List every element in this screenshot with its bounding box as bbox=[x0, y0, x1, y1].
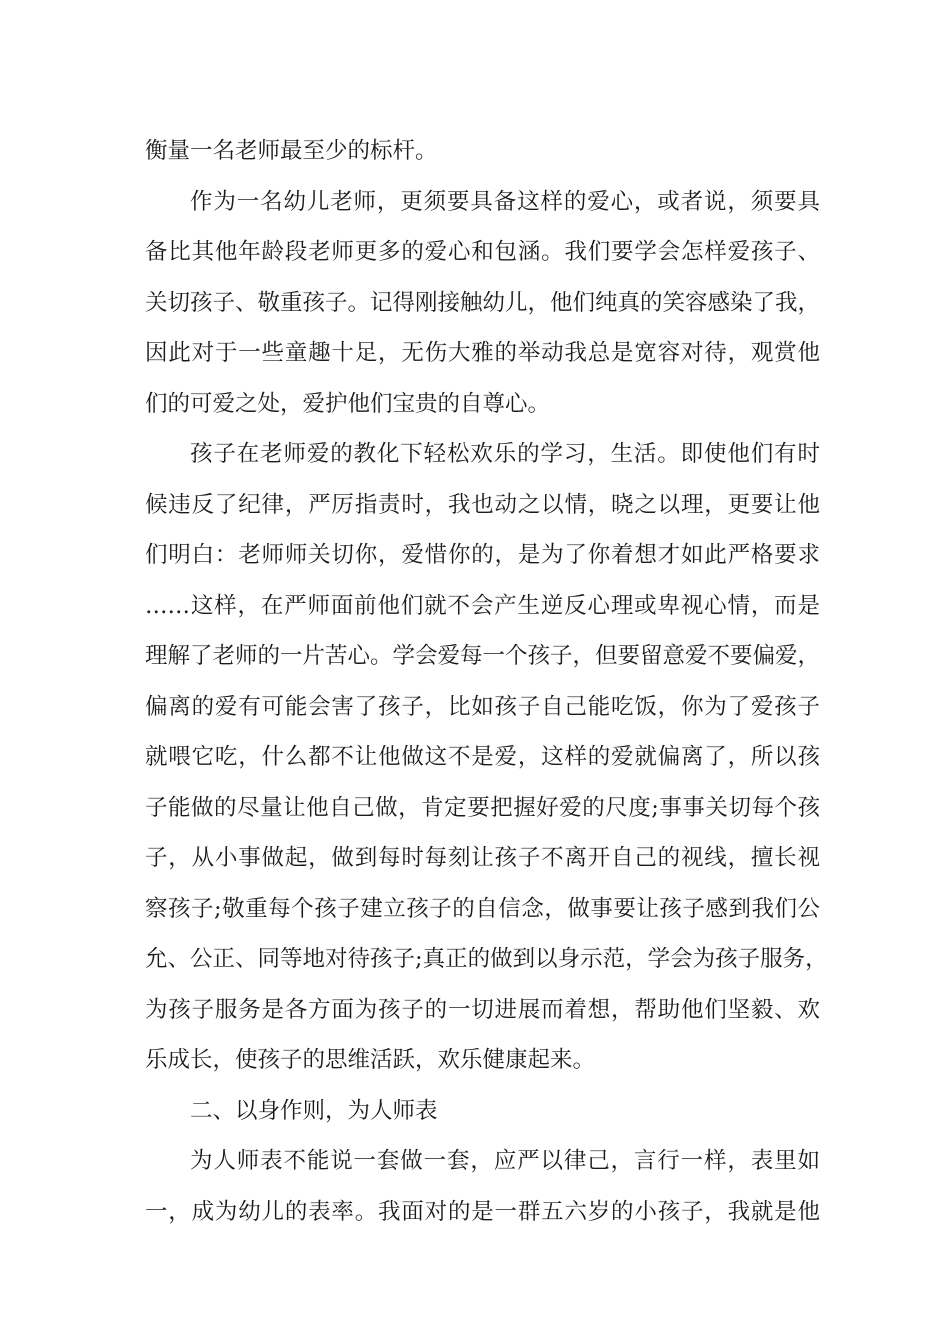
text-line: 因此对于一些童趣十足，无伤大雅的举动我总是宽容对待，观赏他 bbox=[145, 340, 820, 366]
text-line: 们明白：老师师关切你，爱惜你的，是为了你着想才如此严格要求 bbox=[145, 542, 820, 568]
text-line: 备比其他年龄段老师更多的爱心和包涵。我们要学会怎样爱孩子、 bbox=[145, 239, 820, 265]
text-line: 们的可爱之处，爱护他们宝贵的自尊心。 bbox=[145, 390, 551, 417]
text-line: 关切孩子、敬重孩子。记得刚接触幼儿，他们纯真的笑容感染了我， bbox=[145, 289, 821, 316]
text-line: 子能做的尽量让他自己做，肯定要把握好爱的尺度;事事关切每个孩 bbox=[145, 794, 820, 821]
text-line: 孩子在老师爱的教化下轻松欢乐的学习，生活。即使他们有时 bbox=[190, 441, 820, 467]
text-line: 一，成为幼儿的表率。我面对的是一群五六岁的小孩子，我就是他 bbox=[145, 1198, 820, 1225]
text-line: 候违反了纪律，严厉指责时，我也动之以情，晓之以理，更要让他 bbox=[145, 491, 820, 518]
text-line: 衡量一名老师最至少的标杆。 bbox=[145, 138, 438, 164]
text-line: 乐成长，使孩子的思维活跃，欢乐健康起来。 bbox=[145, 1047, 596, 1073]
text-line: 就喂它吃，什么都不让他做这不是爱，这样的爱就偏离了，所以孩 bbox=[145, 744, 820, 770]
text-line: 为人师表不能说一套做一套，应严以律己，言行一样，表里如 bbox=[190, 1148, 820, 1174]
text-line: 察孩子;敬重每个孩子建立孩子的自信念，做事要让孩子感到我们公 bbox=[145, 895, 820, 922]
text-line: 作为一名幼儿老师，更须要具备这样的爱心，或者说，须要具 bbox=[190, 188, 820, 215]
text-line: 允、公正、同等地对待孩子;真正的做到以身示范，学会为孩子服务， bbox=[145, 946, 828, 972]
text-line: 偏离的爱有可能会害了孩子，比如孩子自己能吃饭，你为了爱孩子 bbox=[145, 693, 820, 720]
text-line: 理解了老师的一片苦心。学会爱每一个孩子，但要留意爱不要偏爱， bbox=[145, 643, 821, 669]
text-line: 为孩子服务是各方面为孩子的一切进展而着想，帮助他们坚毅、欢 bbox=[145, 996, 820, 1023]
text-line: ……这样，在严师面前他们就不会产生逆反心理或卑视心情，而是 bbox=[145, 592, 820, 619]
text-line: 二、以身作则，为人师表 bbox=[190, 1097, 438, 1124]
document-body bbox=[145, 126, 828, 1237]
text-line: 子，从小事做起，做到每时每刻让孩子不离开自己的视线，擅长视 bbox=[145, 845, 820, 871]
